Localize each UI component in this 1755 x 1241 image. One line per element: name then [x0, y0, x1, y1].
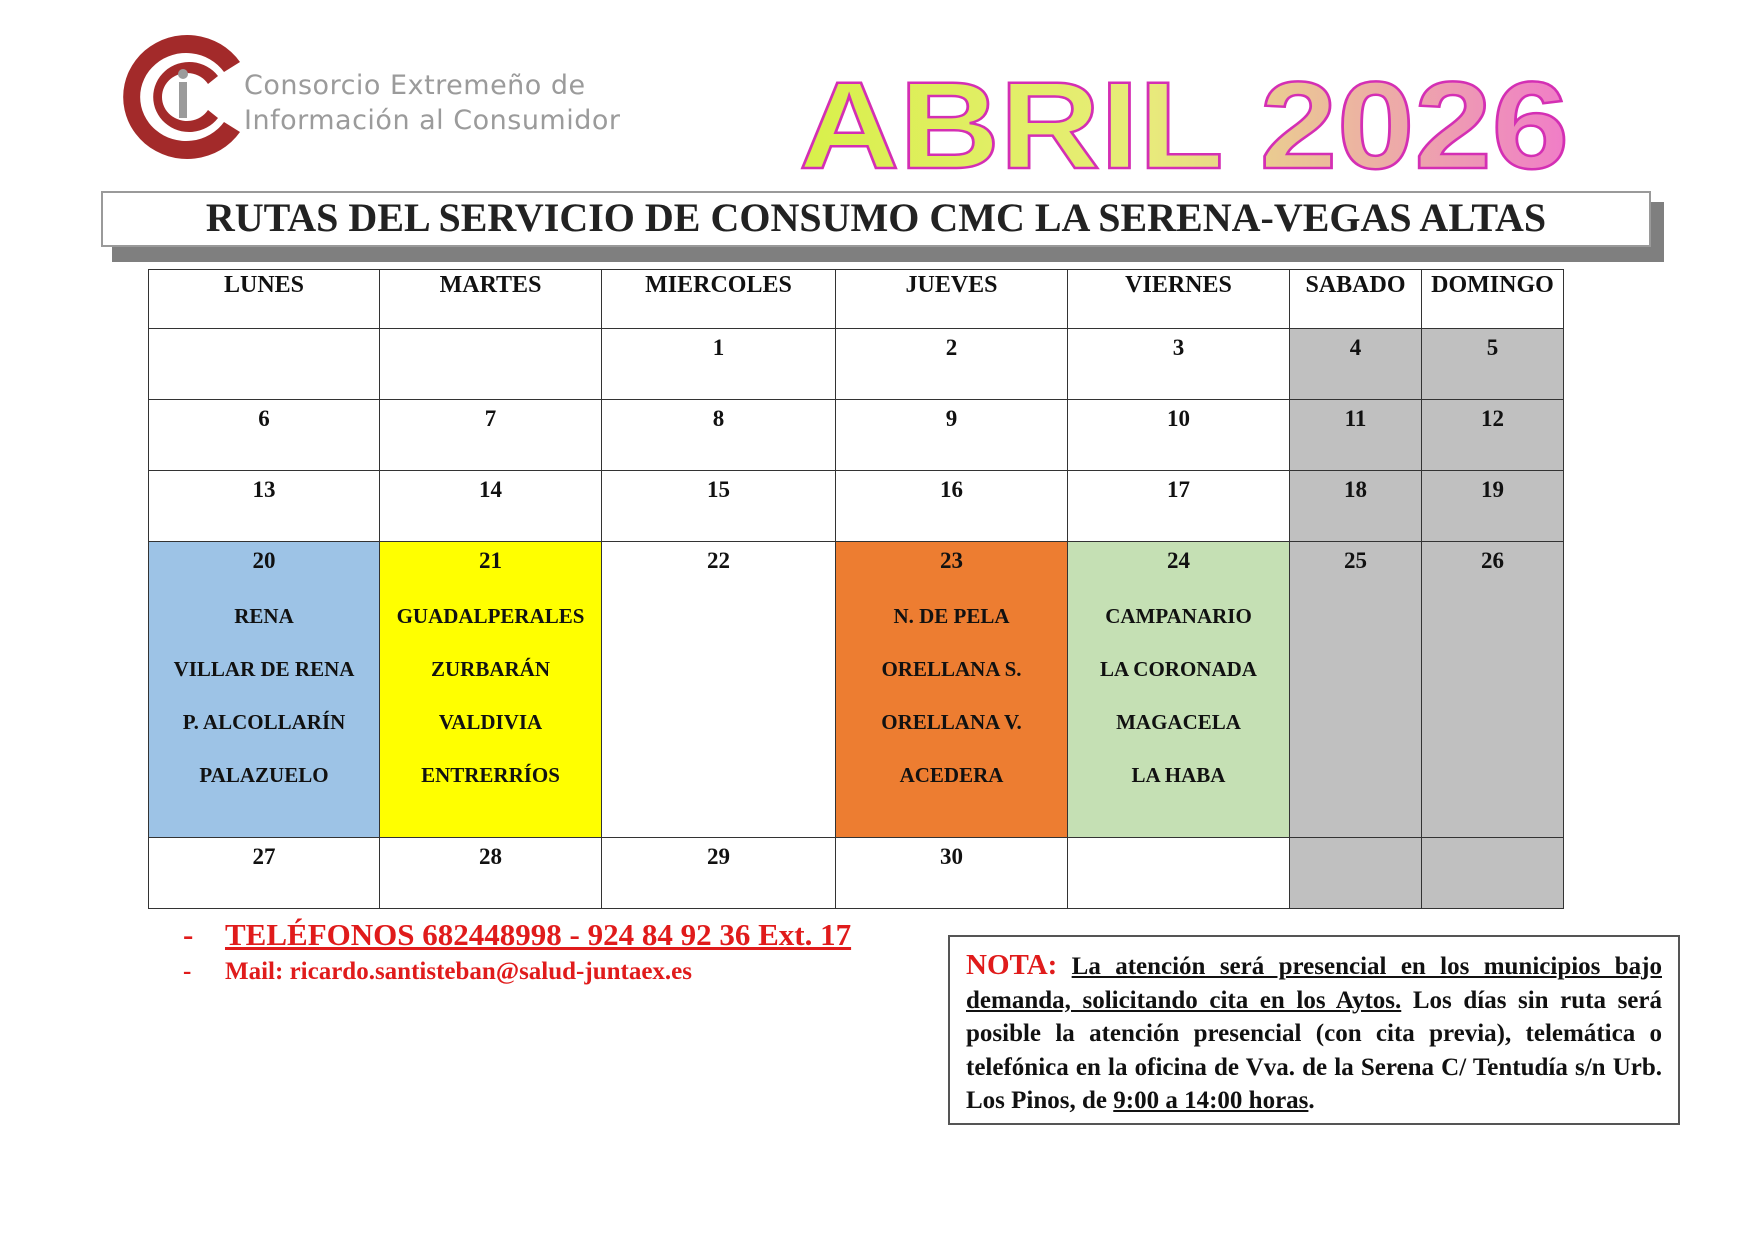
header-thursday: JUEVES	[836, 270, 1068, 329]
note-body: Los días sin ruta será posible la atención presencial (con cita previa), telemática o telefónica en la oficina de Vva. de la Serena C/ Tentudía s/n Urb. Los Pinos, de	[966, 986, 1662, 1114]
logo-line-2: Información al Consumidor	[244, 105, 621, 136]
day-cell: 8	[602, 400, 836, 471]
bullet-dash: -	[183, 917, 194, 952]
header-sunday: DOMINGO	[1422, 270, 1564, 329]
route-banner: RUTAS DEL SERVICIO DE CONSUMO CMC LA SERENA-VEGAS ALTAS	[101, 191, 1651, 247]
note-box	[948, 935, 1680, 1125]
route-cell-monday	[149, 542, 380, 838]
day-number: 20	[252, 548, 276, 573]
day-cell: 13	[149, 471, 380, 542]
route-stop: ORELLANA S.	[881, 657, 1022, 681]
day-cell: 14	[380, 471, 602, 542]
day-cell: 30	[836, 838, 1068, 909]
sunday-cell: 12	[1422, 400, 1564, 471]
day-cell	[1068, 838, 1290, 909]
day-cell: 15	[602, 471, 836, 542]
day-cell: 9	[836, 400, 1068, 471]
route-stop: ENTRERRÍOS	[421, 763, 560, 787]
week-row	[149, 400, 1564, 471]
route-list	[380, 590, 601, 802]
day-cell: 27	[149, 838, 380, 909]
route-stop: ORELLANA V.	[881, 710, 1022, 734]
month-title-text: ABRIL 2026	[799, 57, 1569, 190]
route-stop: LA CORONADA	[1100, 657, 1257, 681]
note-underlined-text: La atención será presencial en los municipios bajo demanda, solicitando cita en los Aytos.	[966, 953, 1662, 1014]
day-cell: 1	[602, 329, 836, 400]
route-stop: RENA	[234, 604, 294, 628]
route-stop: CAMPANARIO	[1105, 604, 1252, 628]
note-label: NOTA:	[966, 949, 1058, 981]
consorcio-info-logo-icon	[108, 26, 258, 168]
route-stop: GUADALPERALES	[396, 604, 585, 628]
logo-text	[244, 68, 621, 138]
day-number: 23	[940, 548, 963, 573]
route-cell-tuesday	[380, 542, 602, 838]
month-title	[795, 50, 1575, 190]
week-row	[149, 838, 1564, 909]
sunday-cell: 26	[1422, 542, 1564, 838]
calendar-table	[148, 269, 1564, 909]
holiday-day-cell: 2	[836, 329, 1068, 400]
route-stop: PALAZUELO	[199, 763, 329, 787]
day-cell: 28	[380, 838, 602, 909]
route-list	[1068, 590, 1289, 802]
route-stop: ACEDERA	[899, 763, 1004, 787]
mail-address[interactable]: Mail: ricardo.santisteban@salud-juntaex.es	[225, 958, 693, 985]
route-stop: N. DE PELA	[893, 604, 1010, 628]
sunday-cell	[1422, 838, 1564, 909]
day-cell	[380, 329, 602, 400]
day-number: 21	[479, 548, 502, 573]
route-cell-thursday	[836, 542, 1068, 838]
note-end: .	[1308, 1087, 1315, 1114]
phone-numbers[interactable]: TELÉFONOS 682448998 - 924 84 92 36 Ext. 17	[225, 917, 852, 952]
day-cell: 6	[149, 400, 380, 471]
route-stop: MAGACELA	[1116, 710, 1241, 734]
bullet-dash: -	[183, 958, 192, 985]
day-number: 24	[1167, 548, 1190, 573]
route-stop: P. ALCOLLARÍN	[182, 710, 346, 734]
saturday-cell: 25	[1290, 542, 1422, 838]
header-wednesday: MIERCOLES	[602, 270, 836, 329]
day-cell: 7	[380, 400, 602, 471]
phones-line	[183, 915, 851, 955]
route-stop: VALDIVIA	[438, 710, 543, 734]
day-cell: 16	[836, 471, 1068, 542]
holiday-day-cell: 3	[1068, 329, 1290, 400]
week-row	[149, 471, 1564, 542]
route-stop: LA HABA	[1131, 763, 1226, 787]
logo-line-1: Consorcio Extremeño de	[244, 70, 586, 101]
route-stop: ZURBARÁN	[430, 657, 550, 681]
route-list	[836, 590, 1067, 802]
header-saturday: SABADO	[1290, 270, 1422, 329]
day-cell: 17	[1068, 471, 1290, 542]
note-hours: 9:00 a 14:00 horas	[1113, 1087, 1309, 1114]
route-stop: VILLAR DE RENA	[173, 657, 355, 681]
day-cell: 10	[1068, 400, 1290, 471]
saturday-cell: 18	[1290, 471, 1422, 542]
header-friday: VIERNES	[1068, 270, 1290, 329]
contact-info	[183, 915, 851, 989]
header-tuesday: MARTES	[380, 270, 602, 329]
mail-line	[183, 955, 851, 989]
saturday-cell: 11	[1290, 400, 1422, 471]
route-cell-friday	[1068, 542, 1290, 838]
header-monday: LUNES	[149, 270, 380, 329]
day-cell: 29	[602, 838, 836, 909]
day-cell: 22	[602, 542, 836, 838]
saturday-cell: 4	[1290, 329, 1422, 400]
day-cell	[149, 329, 380, 400]
calendar-header-row	[149, 270, 1564, 329]
saturday-cell	[1290, 838, 1422, 909]
route-week-row	[149, 542, 1564, 838]
sunday-cell: 19	[1422, 471, 1564, 542]
sunday-cell: 5	[1422, 329, 1564, 400]
route-list	[149, 590, 379, 802]
week-row	[149, 329, 1564, 400]
